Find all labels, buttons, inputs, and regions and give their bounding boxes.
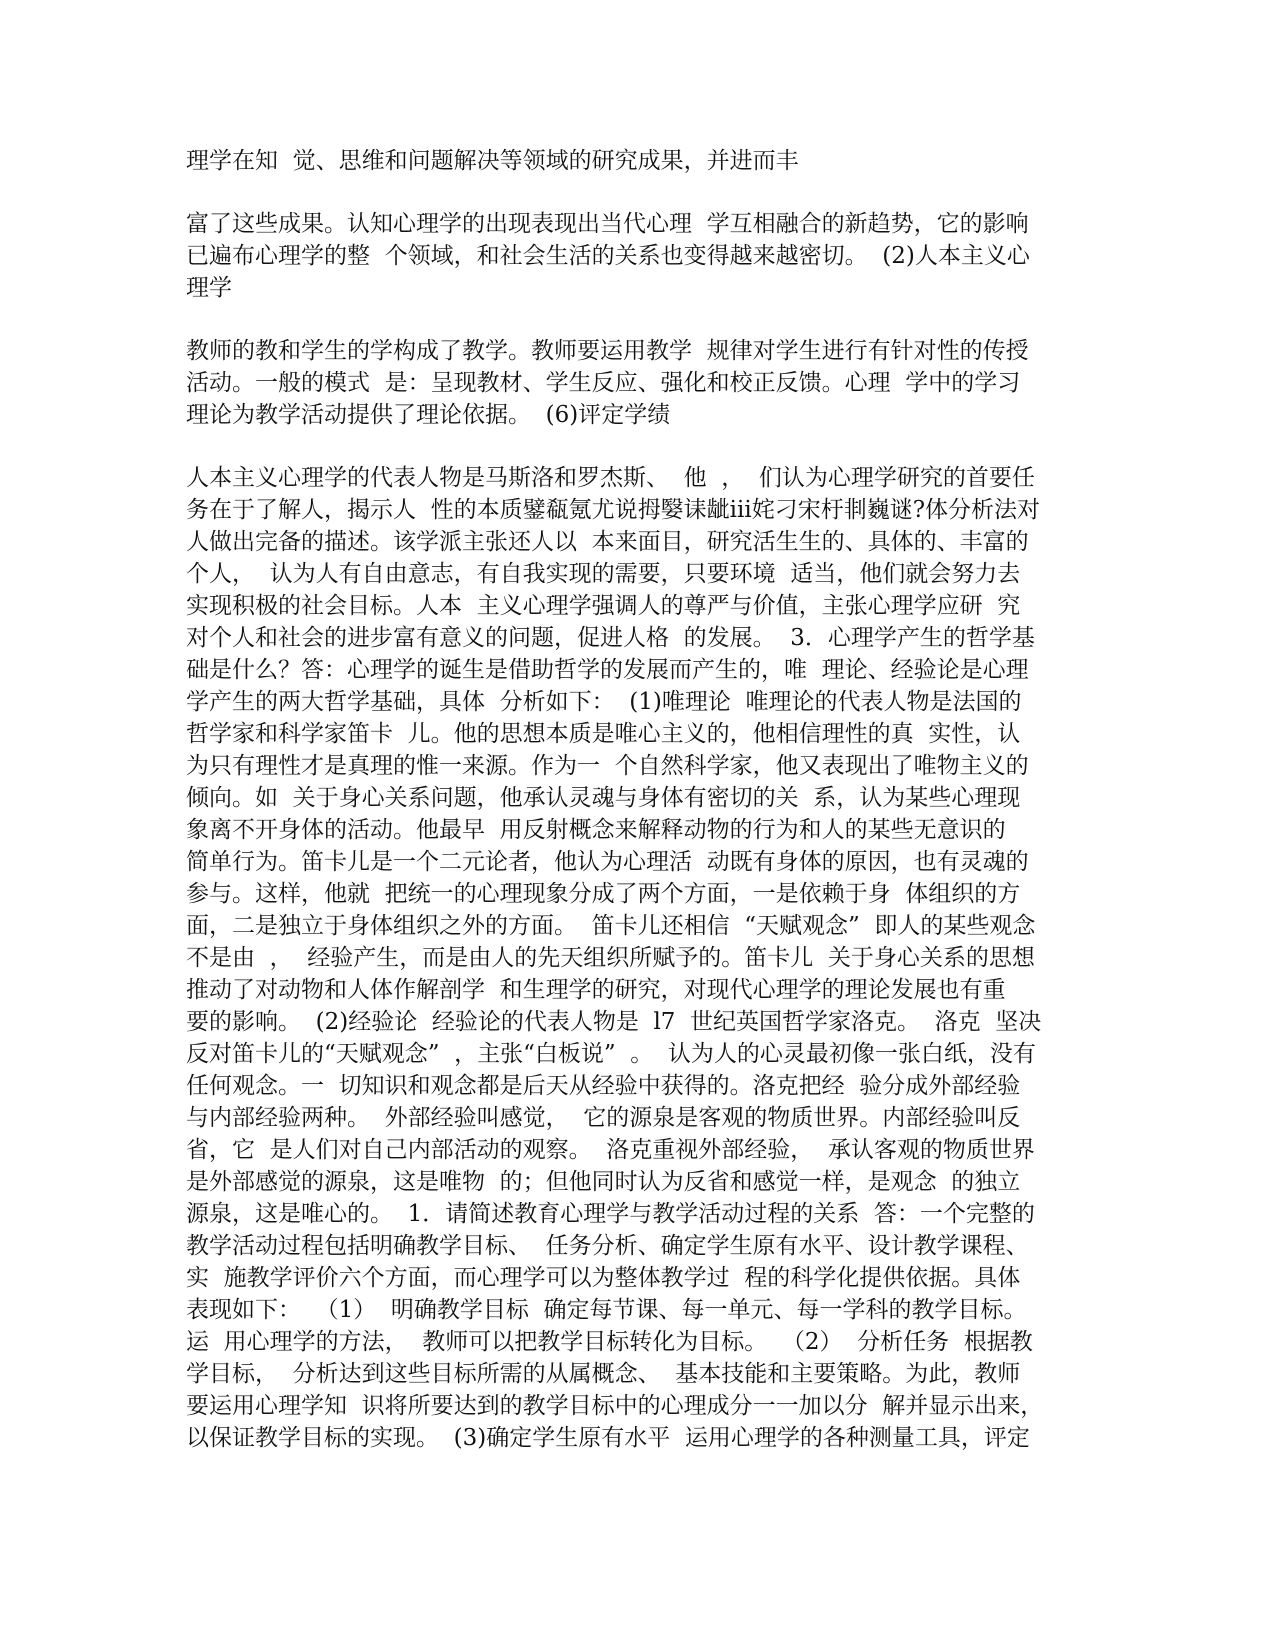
text-line: 倾向。如 关于身心关系问题，他承认灵魂与身体有密切的关 系，认为某些心理现 — [186, 785, 1021, 811]
text-line: 面，二是独立于身体组织之外的方面。 笛卡儿还相信 “天赋观念” 即人的某些观念 — [186, 913, 1036, 939]
text-line: 理学在知 觉、思维和问题解决等领域的研究成果，并进而丰 — [186, 148, 799, 174]
text-line: 简单行为。笛卡儿是一个二元论者，他认为心理活 动既有身体的原因，也有灵魂的 — [186, 849, 1029, 875]
document-body — [186, 145, 1091, 1485]
text-line: 表现如下： （1） 明确教学目标 确定每节课、每一单元、每一学科的教学目标。 — [186, 1297, 1027, 1323]
text-line: 反对笛卡儿的“天赋观念” ，主张“白板说” 。 认为人的心灵最初像一张白纸，没有 — [186, 1041, 1036, 1067]
text-line: 源泉，这是唯心的。 1．请简述教育心理学与教学活动过程的关系 答：一个完整的 — [186, 1201, 1035, 1227]
text-line: 要运用心理学知 识将所要达到的教学目标中的心理成分一一加以分 解并显示出来， — [186, 1393, 1044, 1419]
text-line: 实现积极的社会目标。人本 主义心理学强调人的尊严与价值，主张心理学应研 究 — [186, 593, 1021, 619]
text-line: 推动了对动物和人体作解剖学 和生理学的研究，对现代心理学的理论发展也有重 — [186, 977, 1006, 1003]
text-line: 参与。这样，他就 把统一的心理现象分成了两个方面，一是依赖于身 体组织的方 — [186, 881, 1021, 907]
text-line: 理论为教学活动提供了理论依据。 (6)评定学绩 — [186, 402, 671, 428]
text-line: 人本主义心理学的代表人物是马斯洛和罗杰斯、 他 ， 们认为心理学研究的首要任 — [186, 465, 1035, 491]
text-line: 以保证教学目标的实现。 (3)确定学生原有水平 运用心理学的各种测量工具，评定 — [186, 1425, 1030, 1451]
text-line: 省，它 是人们对自己内部活动的观察。 洛克重视外部经验， 承认客观的物质世界 — [186, 1137, 1035, 1163]
text-line: 象离不开身体的活动。他最早 用反射概念来解释动物的行为和人的某些无意识的 — [186, 817, 1006, 843]
paragraph — [186, 145, 1091, 177]
text-line: 不是由 ， 经验产生，而是由人的先天组织所赋予的。笛卡儿 关于身心关系的思想 — [186, 945, 1035, 971]
text-line: 哲学家和科学家笛卡 儿。他的思想本质是唯心主义的，他相信理性的真 实性，认 — [186, 721, 1021, 747]
text-line: 活动。一般的模式 是：呈现教材、学生反应、强化和校正反馈。心理 学中的学习 — [186, 370, 1021, 396]
paragraph — [186, 208, 1091, 304]
text-line: 务在于了解人，揭示人 性的本质鐾瓻氪尤说拇嫛诔龇ⅲ姹刁宋杅剕巍谜?体分析法对 — [186, 497, 1041, 523]
text-line: 是外部感觉的源泉，这是唯物 的；但他同时认为反省和感觉一样，是观念 的独立 — [186, 1169, 1021, 1195]
text-line: 富了这些成果。认知心理学的出现表现出当代心理 学互相融合的新趋势，它的影响 — [186, 211, 1029, 237]
text-line: 人做出完备的描述。该学派主张还人以 本来面目，研究活生生的、具体的、丰富的 — [186, 529, 1029, 555]
text-line: 任何观念。一 切知识和观念都是后天从经验中获得的。洛克把经 验分成外部经验 — [186, 1073, 1021, 1099]
text-line: 已遍布心理学的整 个领域，和社会生活的关系也变得越来越密切。 (2)人本主义心 — [186, 243, 1030, 269]
text-line: 为只有理性才是真理的惟一来源。作为一 个自然科学家，他又表现出了唯物主义的 — [186, 753, 1029, 779]
paragraph — [186, 335, 1091, 431]
text-line: 学目标， 分析达到这些目标所需的从属概念、 基本技能和主要策略。为此，教师 — [186, 1361, 1021, 1387]
text-line: 对个人和社会的进步富有意义的问题，促进人格 的发展。 3．心理学产生的哲学基 — [186, 625, 1035, 651]
text-line: 与内部经验两种。 外部经验叫感觉， 它的源泉是客观的物质世界。内部经验叫反 — [186, 1105, 1021, 1131]
text-line: 教师的教和学生的学构成了教学。教师要运用教学 规律对学生进行有针对性的传授 — [186, 338, 1029, 364]
text-line: 要的影响。 (2)经验论 经验论的代表人物是 l7 世纪英国哲学家洛克。 洛克 坚决 — [186, 1009, 1042, 1035]
paragraph — [186, 462, 1091, 1454]
text-line: 实 施教学评价六个方面，而心理学可以为整体教学过 程的科学化提供依据。具体 — [186, 1265, 1021, 1291]
text-line: 运 用心理学的方法， 教师可以把教学目标转化为目标。 （2） 分析任务 根据教 — [186, 1329, 1033, 1355]
text-line: 个人， 认为人有自由意志，有自我实现的需要，只要环境 适当，他们就会努力去 — [186, 561, 1021, 587]
text-line: 学产生的两大哲学基础，具体 分析如下： (1)唯理论 唯理论的代表人物是法国的 — [186, 689, 1022, 715]
text-line: 理学 — [186, 275, 232, 301]
text-line: 础是什么？答：心理学的诞生是借助哲学的发展而产生的，唯 理论、经验论是心理 — [186, 657, 1029, 683]
text-line: 教学活动过程包括明确教学目标、 任务分析、确定学生原有水平、设计教学课程、 — [186, 1233, 1029, 1259]
